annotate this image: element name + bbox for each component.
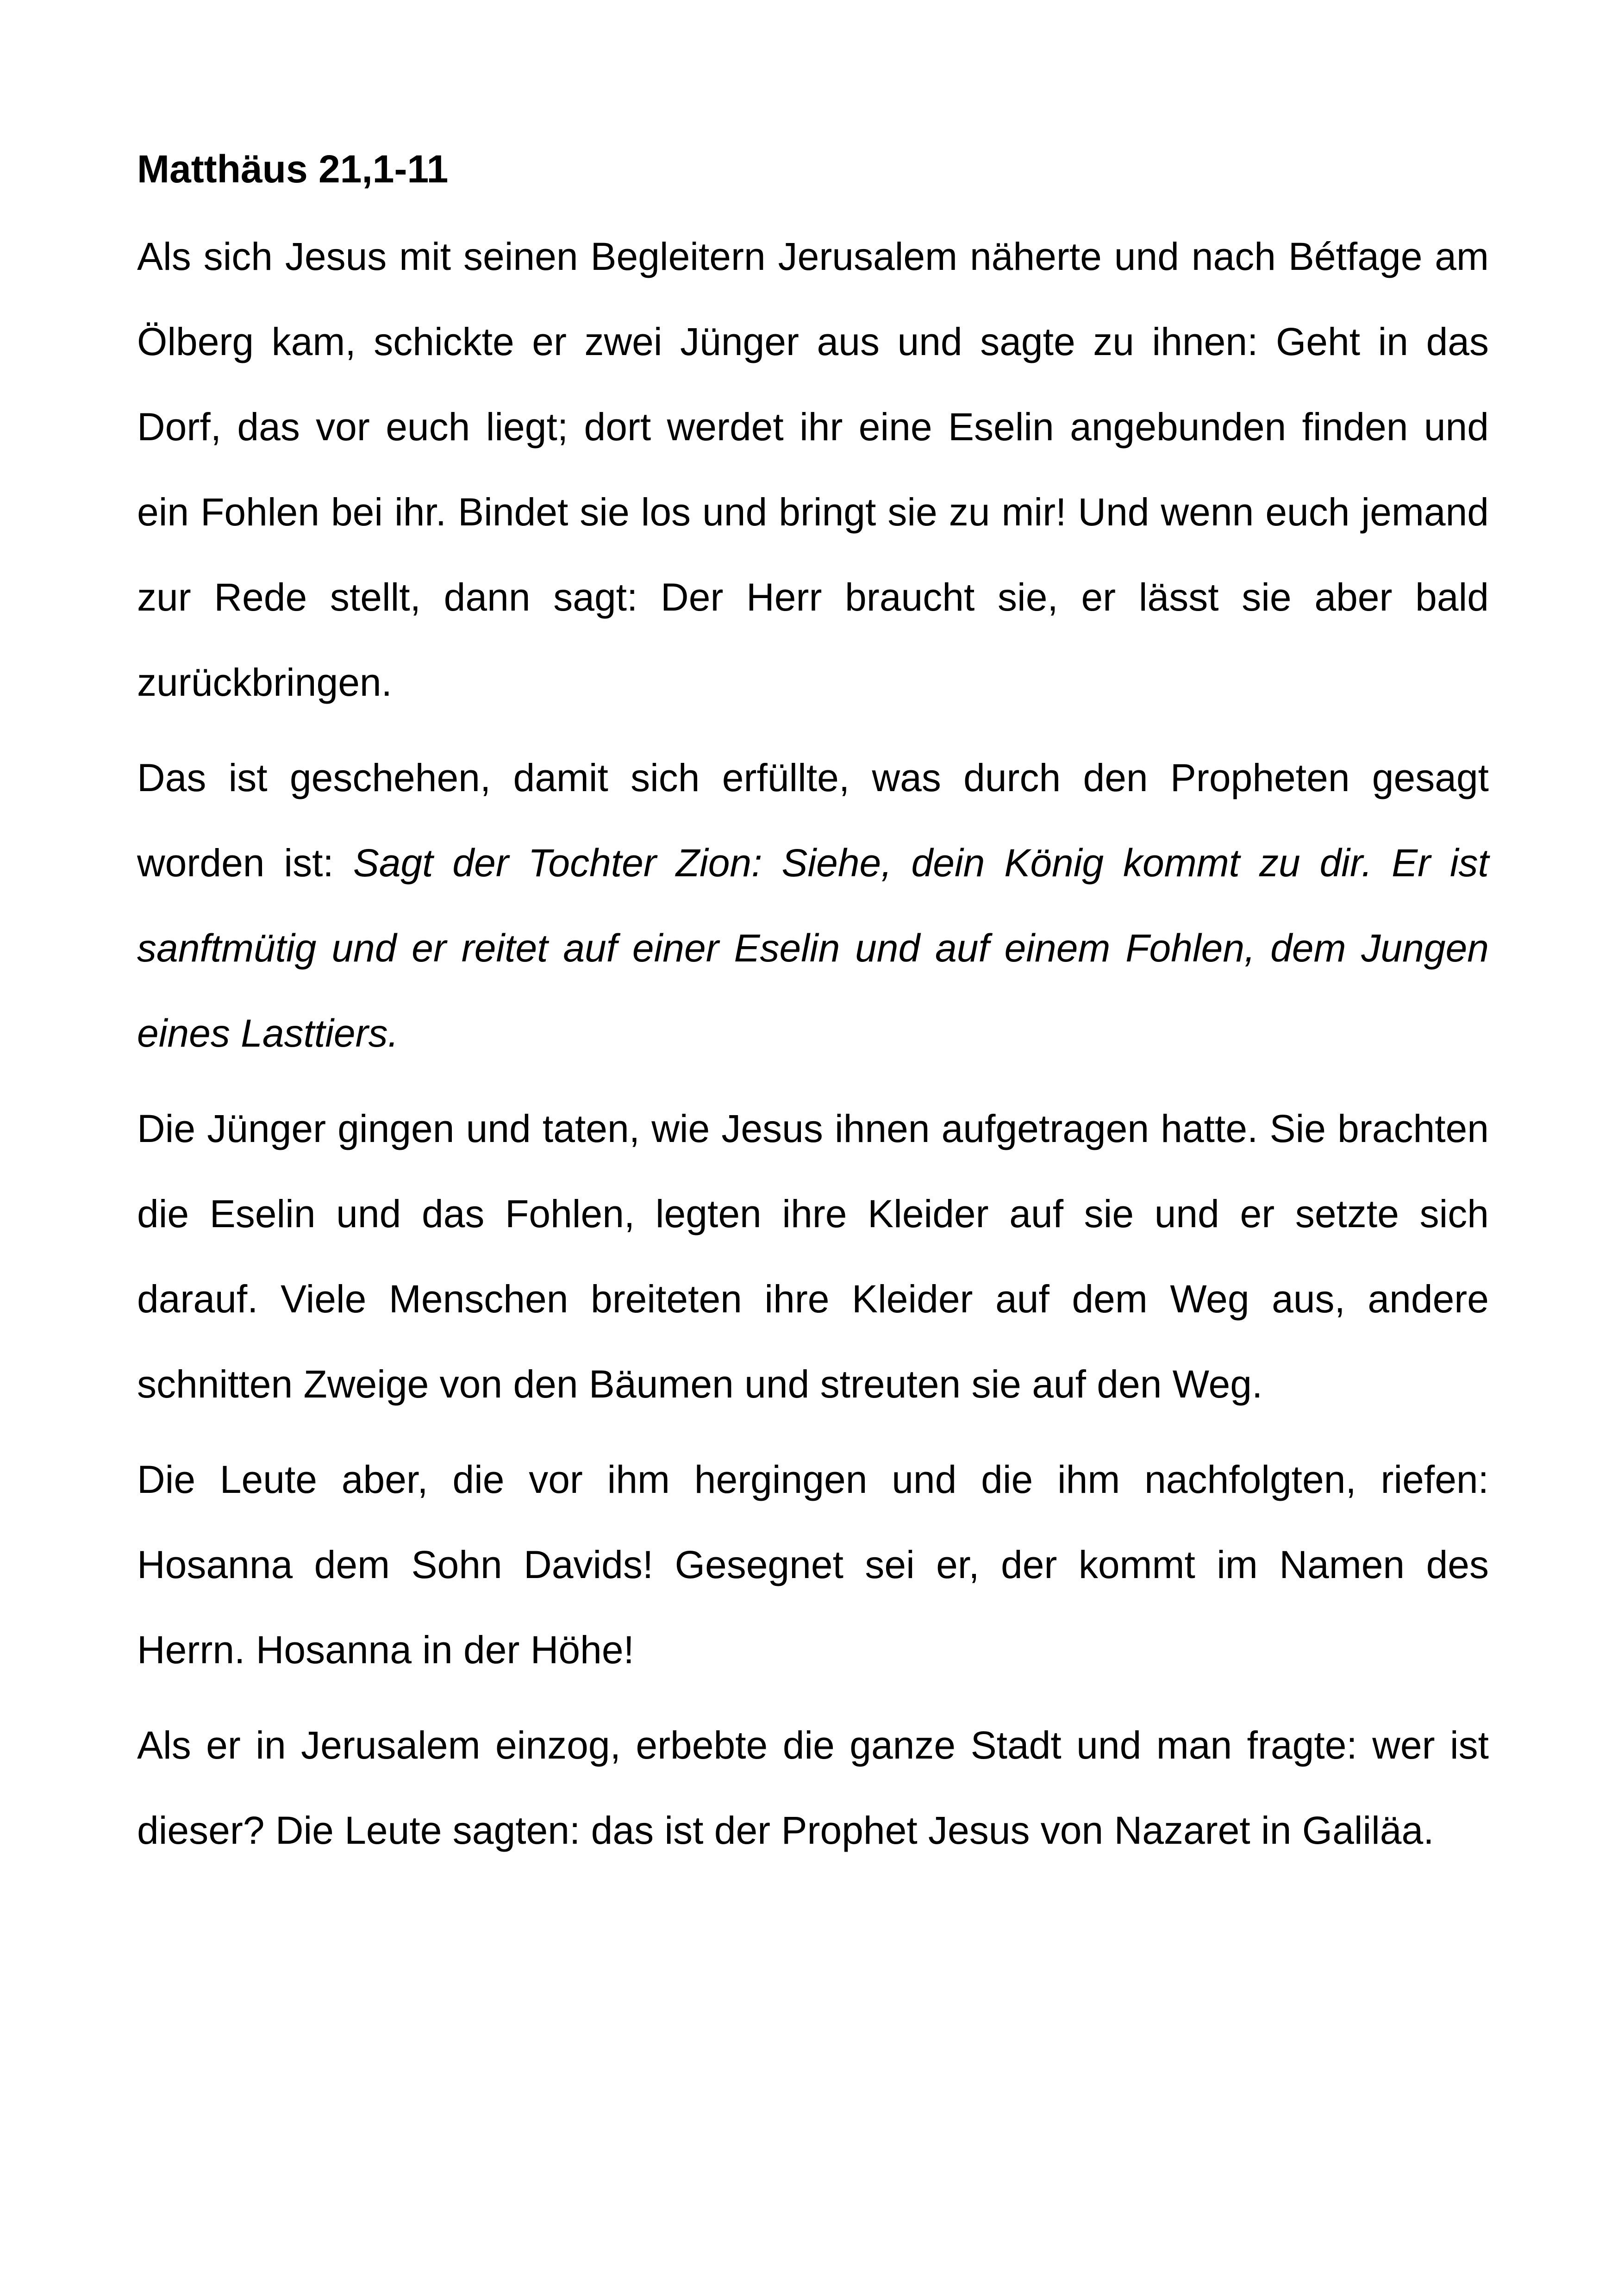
- paragraph-1: Als sich Jesus mit seinen Begleitern Jerusalem näherte und nach Bétfage am Ölberg kam, schickte er zwei Jünger aus und sagte zu ihnen: Geht in das Dorf, das vor euch liegt; dort werdet ihr eine Eselin angebunden finden und ein Fohlen bei ihr. Bindet sie los und bringt sie zu mir! Und wenn euch jemand zur Rede stellt, dann sagt: Der Herr braucht sie, er lässt sie aber bald zurückbringen.: [137, 235, 1489, 704]
- paragraph-2-intro: Das ist geschehen, damit sich erfüllte, was durch den Propheten gesagt worden ist:: [137, 756, 1489, 885]
- document-title: Matthäus 21,1-11: [137, 147, 449, 191]
- paragraph-3: Die Jünger gingen und taten, wie Jesus ihnen aufgetragen hatte. Sie brachten die Eselin und das Fohlen, legten ihre Kleider auf sie und er setzte sich darauf. Viele Menschen breiteten ihre Kleider auf dem Weg aus, andere schnitten Zweige von den Bäumen und streuten sie auf den Weg.: [137, 1107, 1489, 1406]
- paragraph-2: [137, 735, 1489, 1076]
- prophecy-quote: Sagt der Tochter Zion: Siehe, dein König kommt zu dir. Er ist sanftmütig und er reitet auf einer Eselin und auf einem Fohlen, dem Jungen eines Lasttiers.: [137, 841, 1489, 1055]
- paragraph-5: Als er in Jerusalem einzog, erbebte die ganze Stadt und man fragte: wer ist dieser? Die Leute sagten: das ist der Prophet Jesus von Nazaret in Galiläa.: [137, 1723, 1489, 1852]
- paragraph-4: Die Leute aber, die vor ihm hergingen und die ihm nachfolgten, riefen: Hosanna dem Sohn Davids! Gesegnet sei er, der kommt im Namen des Herrn. Hosanna in der Höhe!: [137, 1458, 1489, 1672]
- document-page: [137, 134, 1489, 1883]
